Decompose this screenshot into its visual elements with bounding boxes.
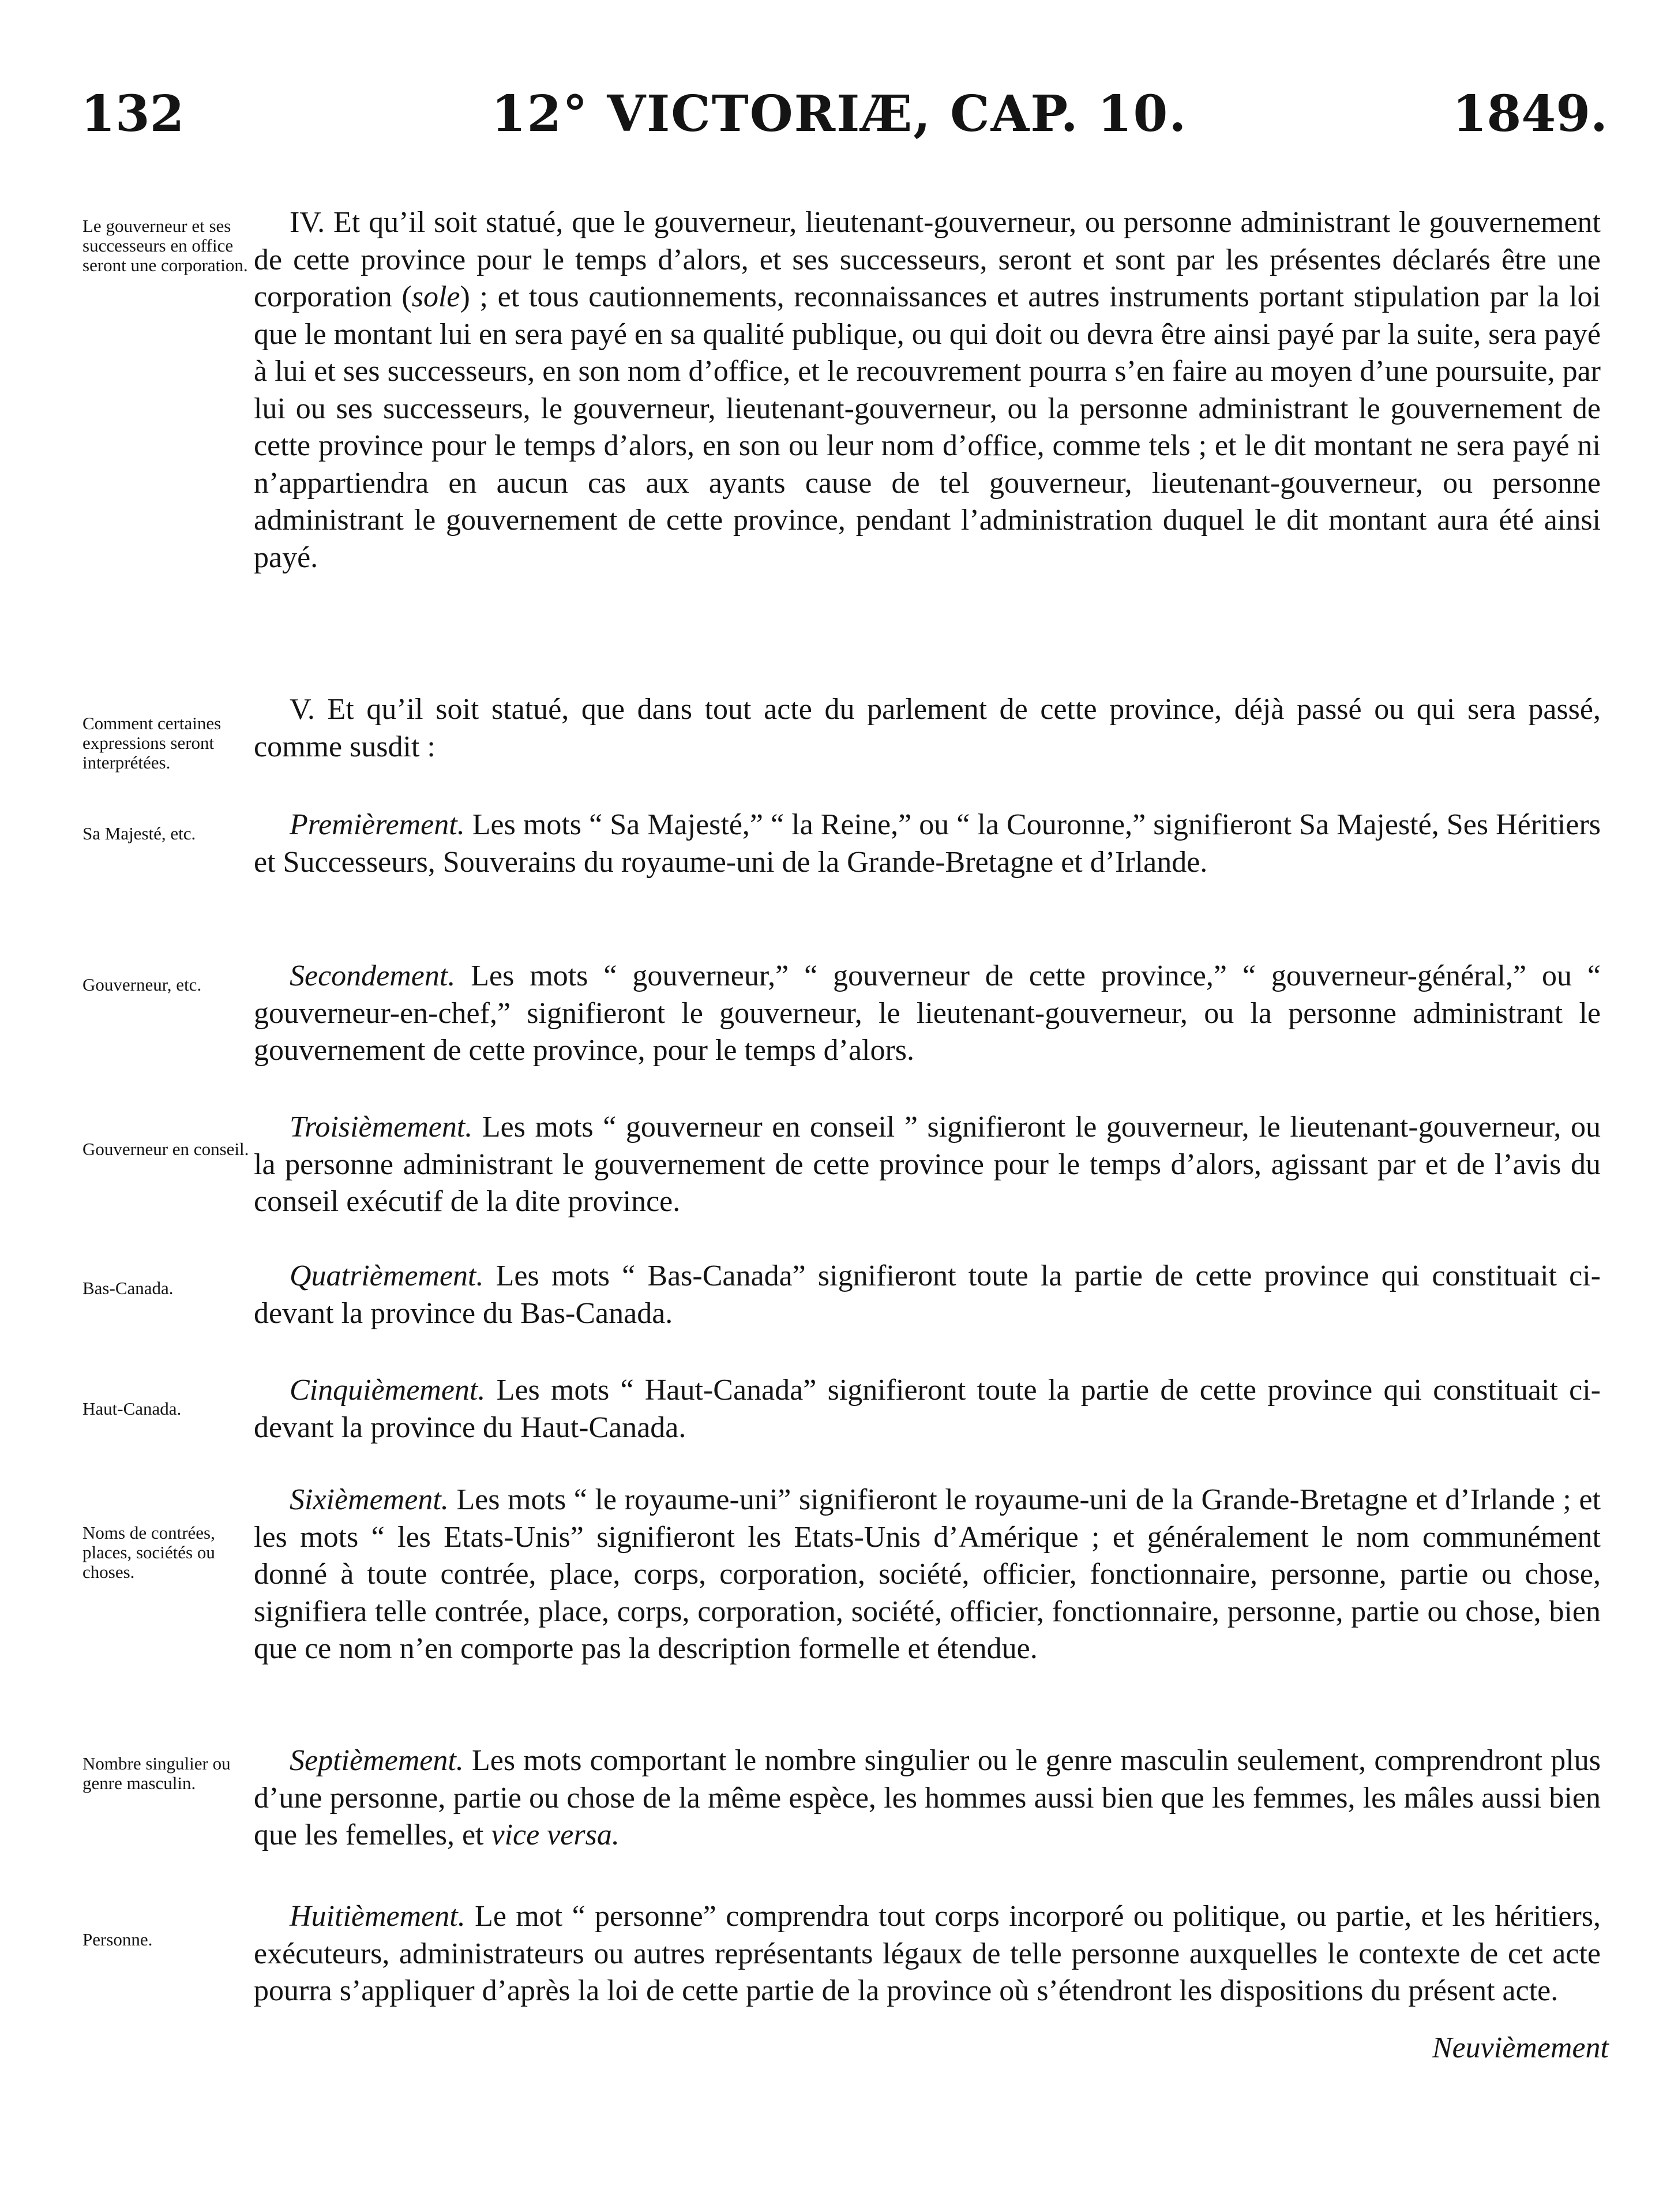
header-year: 1849.	[1452, 85, 1608, 143]
section-iv: IV. Et qu’il soit statué, que le gouverneur, lieutenant-gouverneur, ou personne administrant le gouvernement de cette province pour le temps d’alors, et ses successeurs, seront et sont par les présentes déclarés être une corporation (sole) ; et tous cautionnements, reconnaissances et autres instruments portant stipulation par la loi que le montant lui en sera payé en sa qualité publique, ou qui doit ou devra être ainsi payé par la suite, sera payé à lui et ses successeurs, en son nom d’office, et le recouvrement pourra s’en faire au moyen d’une poursuite, par lui ou ses successeurs, le gouverneur, lieutenant-gouverneur, ou la personne administrant le gouvernement de cette province pour le temps d’alors, en son ou leur nom d’office, comme tels ; et le dit montant ne sera payé ni n’appartiendra en aucun cas aux ayants cause de tel gouverneur, lieutenant-gouverneur, ou personne administrant le gouvernement de cette province, pendant l’administration duquel le dit montant aura été ainsi payé.	[254, 206, 1601, 574]
clause-septiemement: Septièmement. Les mots comportant le nombre singulier ou le genre masculin seulement, comprendront plus d’une personne, partie ou chose de la même espèce, les hommes aussi bien que les femmes, les mâles aussi bien que les femelles, et vice versa.	[254, 1744, 1601, 1851]
catchword: Neuvièmement	[1432, 2031, 1609, 2064]
clause-huitiemement: Huitièmement. Le mot “ personne” comprendra tout corps incorporé ou politique, ou partie, et les héritiers, exécuteurs, administrateurs ou autres représentants légaux de telle personne auxquelles le contexte de cet acte pourra s’appliquer d’après la loi de cette partie de la province où s’étendront les dispositions du présent acte.	[254, 1900, 1601, 2007]
clause-sixiemement: Sixièmement. Les mots “ le royaume-uni” signifieront le royaume-uni de la Grande-Bretagne et d’Irlande ; et les mots “ les Etats-Unis” signifieront les Etats-Unis d’Amérique ; et généralement le nom communément donné à toute contrée, place, corps, corporation, société, officier, fonctionnaire, personne, partie ou chose, signifiera telle contrée, place, corps, corporation, société, officier, fonctionnaire, personne, partie ou chose, bien que ce nom n’en comporte pas la description formelle et étendue.	[254, 1483, 1601, 1665]
sidenote-personne: Personne.	[82, 1929, 153, 1949]
sidenote-nombre-singulier: Nombre singulier ou genre masculin.	[82, 1753, 231, 1793]
sidenote-sa-majeste: Sa Majesté, etc.	[82, 823, 196, 843]
page-number: 132	[81, 85, 185, 143]
sidenote-gouverneur-en-conseil: Gouverneur en conseil.	[82, 1139, 249, 1159]
clause-secondement: Secondement. Les mots “ gouverneur,” “ gouverneur de cette province,” “ gouverneur-général,” ou “ gouverneur-en-chef,” signifieront le gouverneur, le lieutenant-gouverneur, ou la personne administrant le gouvernement de cette province, pour le temps d’alors.	[254, 959, 1601, 1067]
sidenote-bas-canada: Bas-Canada.	[82, 1278, 174, 1298]
sidenote-noms: Noms de contrées, places, sociétés ou choses.	[82, 1523, 215, 1582]
clause-troisiemement: Troisièmement. Les mots “ gouverneur en conseil ” signifieront le gouverneur, le lieutenant-gouverneur, ou la personne administrant le gouvernement de cette province pour le temps d’alors, agissant par et de l’avis du conseil exécutif de la dite province.	[254, 1111, 1601, 1218]
sidenote-corporation: Le gouverneur et ses successeurs en office seront une corporation.	[82, 216, 248, 275]
sidenote-interpretation: Comment certaines expressions seront interprétées.	[82, 713, 222, 773]
sidenote-haut-canada: Haut-Canada.	[82, 1399, 182, 1419]
running-title: 12° VICTORIÆ, CAP. 10.	[491, 85, 1188, 143]
clause-cinquiemement: Cinquièmement. Les mots “ Haut-Canada” signifieront toute la partie de cette province qui constituait ci-devant la province du Haut-Canada.	[254, 1374, 1601, 1444]
section-v-intro: V. Et qu’il soit statué, que dans tout acte du parlement de cette province, déjà passé ou qui sera passé, comme susdit :	[254, 693, 1601, 763]
clause-quatriemement: Quatrièmement. Les mots “ Bas-Canada” signifieront toute la partie de cette province qui constituait ci-devant la province du Bas-Canada.	[254, 1259, 1601, 1330]
sidenote-gouverneur: Gouverneur, etc.	[82, 974, 202, 995]
clause-premierement: Premièrement. Les mots “ Sa Majesté,” “ la Reine,” ou “ la Couronne,” signifieront Sa Majesté, Ses Héritiers et Successeurs, Souverains du royaume-uni de la Grande-Bretagne et d’Irlande.	[254, 808, 1601, 879]
